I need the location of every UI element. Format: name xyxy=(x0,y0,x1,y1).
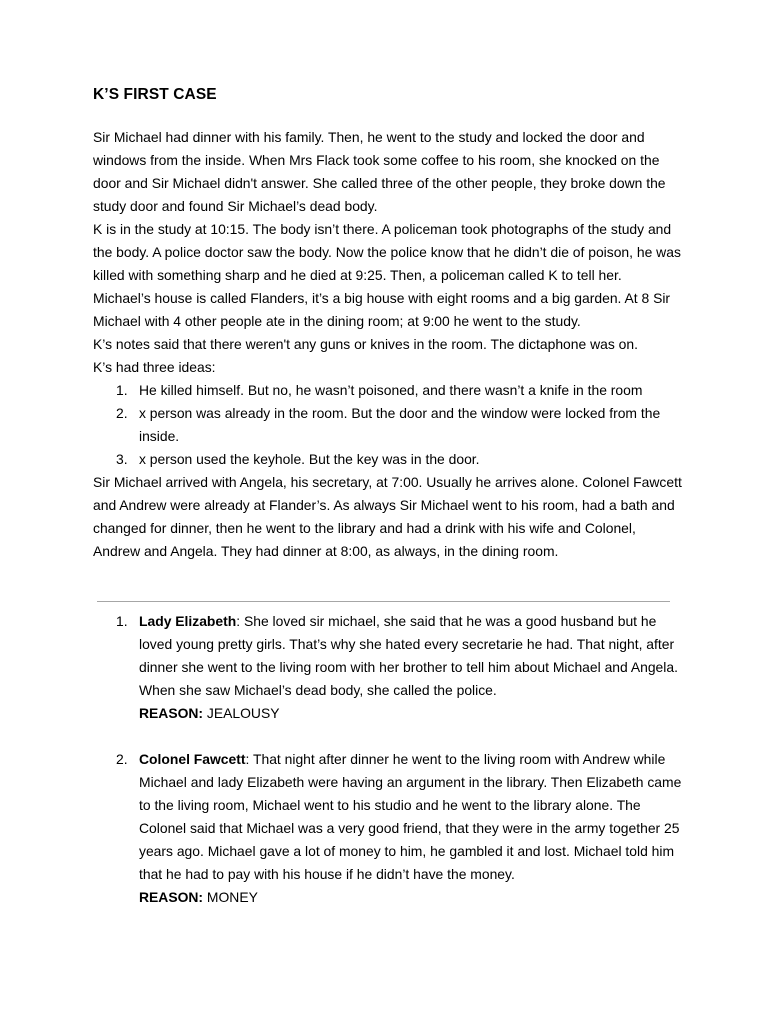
reason-value: JEALOUSY xyxy=(203,705,280,721)
list-number: 3. xyxy=(116,451,128,467)
suspect-description xyxy=(139,748,683,886)
list-number: 2. xyxy=(116,751,128,767)
horizontal-divider xyxy=(97,601,670,602)
paragraph: K is in the study at 10:15. The body isn’t there. A policeman took photographs of the study and the body. A police doctor saw the body. Now the police know that he didn’t die of poison, he was killed with something sharp and he died at 9:25. Then, a policeman called K to tell her. xyxy=(93,221,681,283)
list-item xyxy=(93,402,683,448)
suspect-text: : That night after dinner he went to the living room with Andrew while Michael and lady Elizabeth were having an argument in the library. Then Elizabeth came to the living room, Michael went to his studio and he went to the library alone. The Colonel said that Michael was a very good friend, that they were in the army together 25 years ago. Michael gave a lot of money to him, he gambled it and lost. Michael told him that he had to pay with his house if he didn’t have the money. xyxy=(139,751,682,882)
suspect-item xyxy=(93,610,683,725)
list-item xyxy=(93,448,683,471)
suspect-name: Colonel Fawcett xyxy=(139,751,246,767)
suspect-description xyxy=(139,610,683,702)
paragraph: Michael’s house is called Flanders, it’s a big house with eight rooms and a big garden. At 8 Sir Michael with 4 other people ate in the dining room; at 9:00 he went to the study. xyxy=(93,290,671,329)
suspect-reason xyxy=(139,886,683,909)
paragraph: Sir Michael had dinner with his family. Then, he went to the study and locked the door and windows from the inside. When Mrs Flack took some coffee to his room, she knocked on the door and Sir Michael didn't answer. She called three of the other people, they broke down the study door and found Sir Michael’s dead body. xyxy=(93,129,666,214)
document-title: K’S FIRST CASE xyxy=(93,86,217,103)
suspect-name: Lady Elizabeth xyxy=(139,613,237,629)
suspect-text: : She loved sir michael, she said that he was a good husband but he loved young pretty girls. That’s why she hated every secretarie he had. That night, after dinner she went to the living room with her brother to tell him about Michael and Angela. When she saw Michael’s dead body, she called the police. xyxy=(139,613,678,698)
reason-label: REASON: xyxy=(139,889,204,905)
paragraph: K’s notes said that there weren't any guns or knives in the room. The dictaphone was on. xyxy=(93,336,638,352)
story-body xyxy=(93,126,683,563)
paragraph: Sir Michael arrived with Angela, his secretary, at 7:00. Usually he arrives alone. Colonel Fawcett and Andrew were already at Flander’s. As always Sir Michael went to his room, had a bath and changed for dinner, then he went to the library and had a drink with his wife and Colonel, Andrew and Angela. They had dinner at 8:00, as always, in the dining room. xyxy=(93,474,682,559)
ideas-list xyxy=(93,379,683,471)
reason-value: MONEY xyxy=(203,889,258,905)
list-number: 2. xyxy=(116,405,128,421)
list-item-text: x person used the keyhole. But the key was in the door. xyxy=(139,451,480,467)
list-number: 1. xyxy=(116,382,128,398)
list-item xyxy=(93,379,683,402)
suspect-reason xyxy=(139,702,683,725)
list-item-text: x person was already in the room. But the door and the window were locked from the inside. xyxy=(139,405,661,444)
suspect-item xyxy=(93,748,683,909)
list-number: 1. xyxy=(116,613,128,629)
suspects-list xyxy=(93,610,683,909)
reason-label: REASON: xyxy=(139,705,204,721)
paragraph: K’s had three ideas: xyxy=(93,359,216,375)
list-item-text: He killed himself. But no, he wasn’t poisoned, and there wasn’t a knife in the room xyxy=(139,382,643,398)
